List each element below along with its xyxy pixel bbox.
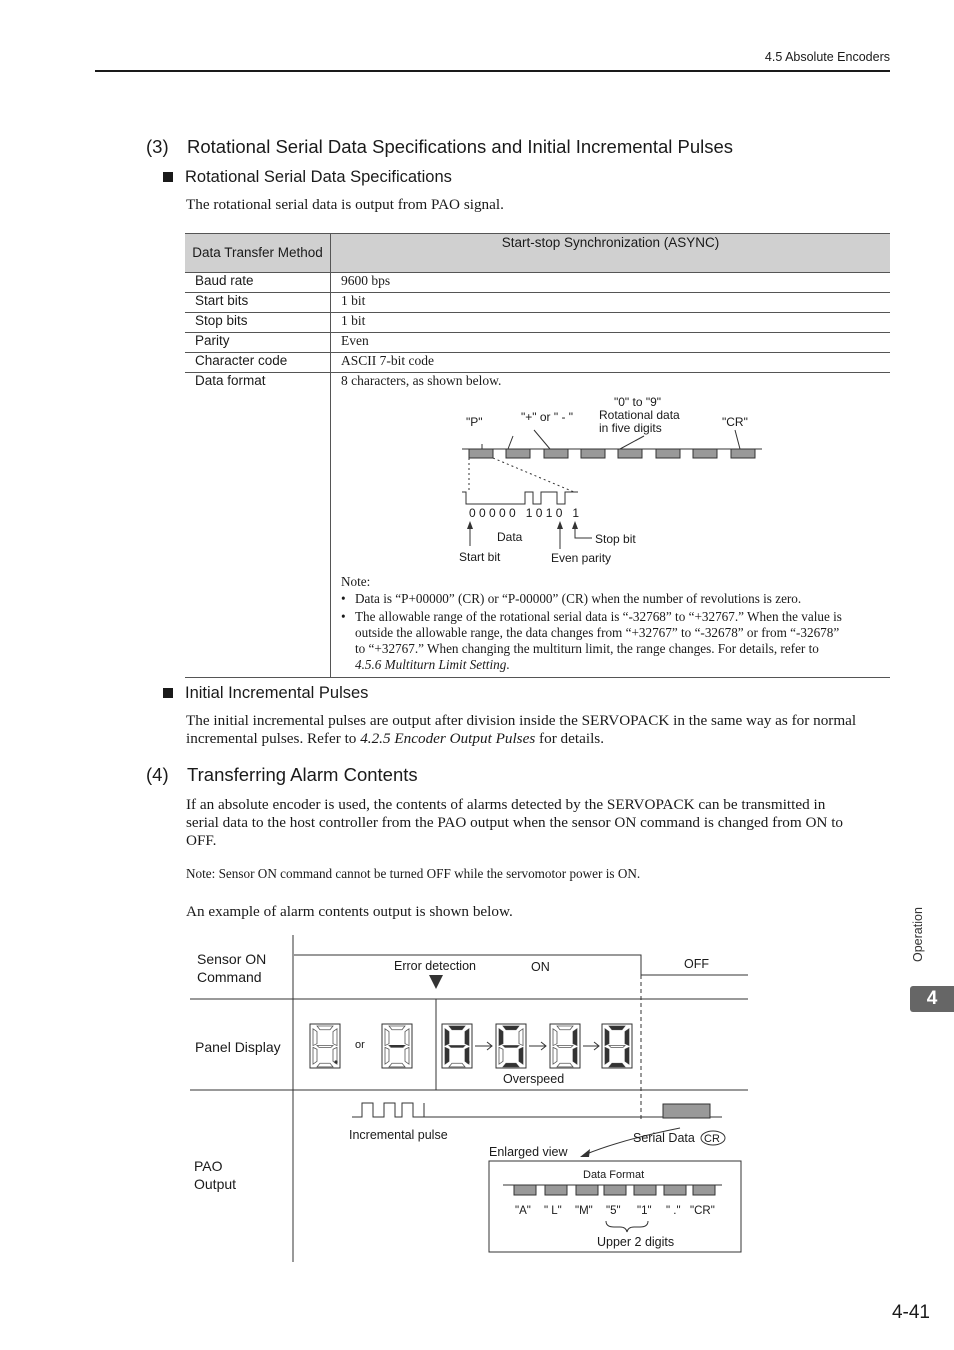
sensor-on-waveform: [294, 955, 748, 975]
error-detection-label: Error detection: [394, 959, 476, 973]
data-format-label: Data Format: [583, 1169, 645, 1181]
row-value: 8 characters, as shown below.: [341, 373, 502, 388]
char-label: "1": [637, 1205, 652, 1217]
note-2-line-c: to “+32767.” When changing the multiturn limit, the range changes. For details, refer to: [355, 641, 819, 656]
char-label: "5": [606, 1205, 621, 1217]
row-value: 1 bit: [331, 293, 891, 313]
paragraph-line: for details.: [535, 730, 604, 747]
on-label: ON: [531, 960, 550, 974]
note-1: Data is “P+00000” (CR) or “P-00000” (CR) when the number of revolutions is zero.: [355, 591, 802, 606]
arrow-icon: [580, 1149, 590, 1157]
char-label: " L": [544, 1205, 562, 1217]
char-label: "CR": [690, 1205, 715, 1217]
row-value: 9600 bps: [331, 273, 891, 293]
chapter-tab[interactable]: 4: [910, 986, 954, 1012]
bullet-icon: •: [341, 591, 346, 606]
page-number: 4-41: [891, 1302, 930, 1323]
row-key: Data format: [185, 373, 331, 678]
row-key: Stop bits: [185, 313, 331, 333]
section-number: (4): [146, 764, 169, 785]
section-title: Rotational Serial Data Specifications and Initial Incremental Pulses: [187, 136, 734, 157]
paragraph-line: incremental pulses. Refer to: [186, 730, 361, 747]
upper-digits-brace: [606, 1221, 648, 1232]
char-block: [604, 1185, 626, 1195]
off-label: OFF: [684, 957, 709, 971]
section-title: Transferring Alarm Contents: [187, 764, 418, 785]
p-char-label: "P": [466, 415, 483, 429]
alarm-example-intro: An example of alarm contents output is shown below.: [186, 903, 513, 920]
data-format-blocks: [514, 1185, 715, 1195]
row-key: Start bits: [185, 293, 331, 313]
data-format-chars: [515, 1205, 715, 1217]
paragraph-line: If an absolute encoder is used, the contents of alarms detected by the SERVOPACK can be transmitted in: [186, 796, 826, 813]
intro-paragraph: The rotational serial data is output from PAO signal.: [186, 196, 504, 213]
upper-2-digits-label: Upper 2 digits: [597, 1235, 675, 1249]
row-value: ASCII 7-bit code: [331, 353, 891, 373]
char-label: " .": [666, 1205, 681, 1217]
header-key: Data Transfer Method: [185, 234, 331, 273]
header-value: Start-stop Synchronization (ASYNC): [331, 234, 891, 273]
paragraph-line: OFF.: [186, 832, 217, 849]
sign-char-label: "+" or " - ": [521, 410, 574, 424]
running-header: 4.5 Absolute Encoders: [764, 50, 890, 64]
serial-data-block: [663, 1104, 710, 1118]
char-label: "M": [575, 1205, 593, 1217]
char-block: [576, 1185, 598, 1195]
pao-label-2: Output: [194, 1176, 237, 1192]
data-label: Data: [497, 530, 523, 544]
row-value: Even: [331, 333, 891, 353]
subsection-title: Rotational Serial Data Specifications: [185, 168, 452, 186]
serial-data-label: Serial Data: [633, 1131, 695, 1145]
char-block: [634, 1185, 656, 1195]
cr-label: CR: [704, 1133, 720, 1145]
stop-bit-label: Stop bit: [595, 532, 636, 546]
incremental-pulse-label: Incremental pulse: [349, 1128, 448, 1142]
char-label: "A": [515, 1205, 531, 1217]
notes-title: Note:: [341, 574, 371, 589]
char-block: [545, 1185, 567, 1195]
sensor-label-2: Command: [197, 969, 262, 985]
digits-label-3: in five digits: [599, 421, 662, 435]
char-block: [514, 1185, 536, 1195]
start-bit-label: Start bit: [459, 550, 501, 564]
alarm-code-display: [442, 1024, 632, 1068]
note-2-end: .: [506, 657, 510, 672]
bullet-icon: •: [341, 609, 346, 624]
note-2-line-a: The allowable range of the rotational serial data is “-32768” to “+32767.” When the value is: [355, 609, 842, 624]
pao-label-1: PAO: [194, 1158, 223, 1174]
sensor-label-1: Sensor ON: [197, 951, 267, 967]
note-2-reference: 4.5.6 Multiturn Limit Setting: [355, 657, 507, 672]
even-parity-label: Even parity: [551, 551, 612, 565]
digits-label-1: "0" to "9": [614, 395, 662, 409]
chapter-side-label: Operation: [911, 907, 925, 962]
char-block: [693, 1185, 715, 1195]
cr-char-label: "CR": [722, 415, 748, 429]
triangle-down-icon: [429, 975, 443, 989]
or-label: or: [355, 1039, 365, 1051]
encoder-output-reference: 4.2.5 Encoder Output Pulses: [360, 730, 536, 747]
row-key: Baud rate: [185, 273, 331, 293]
digits-label-2: Rotational data: [599, 408, 680, 422]
panel-display-label: Panel Display: [195, 1039, 281, 1055]
alarm-note: Note: Sensor ON command cannot be turned OFF while the servomotor power is ON.: [186, 866, 641, 881]
bit-values: 0 0 0 0 0 1 0 1 0 1: [469, 506, 580, 520]
subsection-title: Initial Incremental Pulses: [185, 684, 369, 702]
paragraph-line: The initial incremental pulses are output after division inside the SERVOPACK in the same way as for normal: [186, 712, 857, 729]
section-number: (3): [146, 136, 169, 157]
row-key: Parity: [185, 333, 331, 353]
row-value: 1 bit: [331, 313, 891, 333]
overspeed-label: Overspeed: [503, 1072, 565, 1086]
paragraph-line: serial data to the host controller from the PAO output when the sensor ON command is changed from ON to: [186, 814, 844, 831]
row-key: Character code: [185, 353, 331, 373]
note-2-line-b: outside the allowable range, the data changes from “+32767” to “-32678” or from “-32678”: [355, 625, 840, 640]
char-block: [664, 1185, 686, 1195]
enlarged-view-label: Enlarged view: [489, 1145, 568, 1159]
